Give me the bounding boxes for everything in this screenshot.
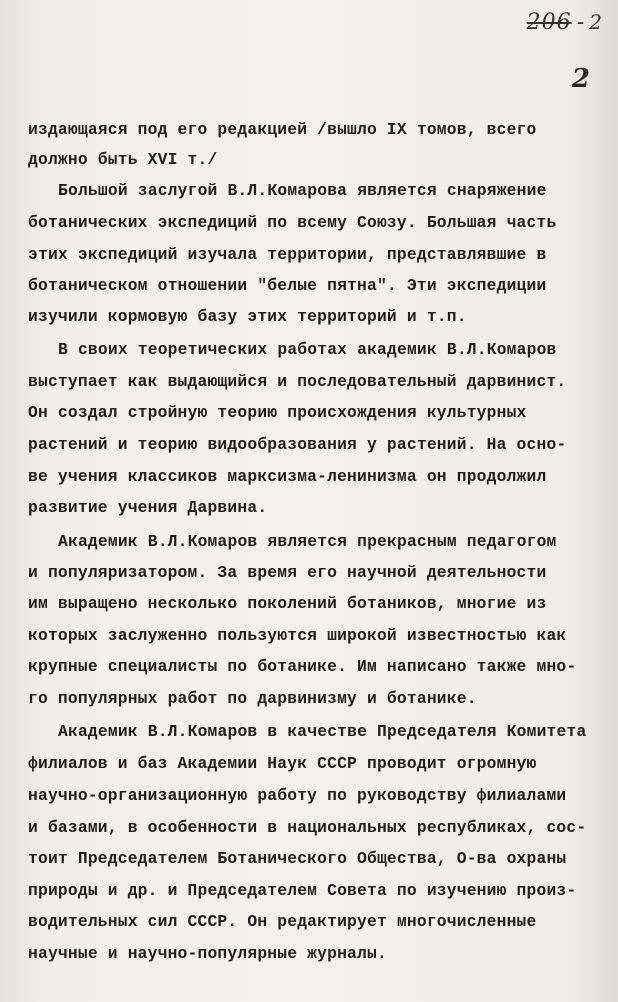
page-number: 2	[571, 64, 590, 94]
text-line: водительных сил СССР. Он редактирует многочисленные	[28, 912, 537, 931]
text-line: Он создал стройную теорию происхождения культурных	[28, 403, 527, 422]
archive-marks	[526, 10, 602, 94]
text-line: В своих теоретических работах академик В.Л.Комаров	[58, 340, 557, 359]
text-line: им выращено несколько поколений ботаников, многие из	[28, 594, 547, 613]
text-line: Академик В.Л.Комаров в качестве Председателя Комитета	[58, 722, 587, 741]
text-line: растений и теорию видообразования у растений. На осно-	[28, 435, 567, 454]
text-line: и популяризатором. За время его научной деятельности	[28, 563, 547, 582]
text-line: ве учения классиков марксизма-ленинизма он продолжил	[28, 467, 547, 486]
text-line: тоит Председателем Ботанического Общества, О-ва охраны	[28, 849, 567, 868]
text-line: научные и научно-популярные журналы.	[28, 944, 387, 963]
text-line: и базами, в особенности в национальных республиках, сос-	[28, 818, 587, 837]
text-line: крупные специалисты по ботанике. Им написано также мно-	[28, 657, 577, 676]
text-line: должно быть XVI т./	[28, 150, 218, 169]
text-line: которых заслуженно пользуются широкой известностью как	[28, 626, 567, 645]
archive-dash: -	[576, 10, 585, 35]
text-line: природы и др. и Председателем Совета по изучению произ-	[28, 881, 577, 900]
text-line: изучили кормовую базу этих территорий и т.п.	[28, 307, 467, 326]
text-line: выступает как выдающийся и последовательный дарвинист.	[28, 372, 567, 391]
text-line: издающаяся под его редакцией /вышло IX томов, всего	[28, 120, 537, 139]
text-line: Академик В.Л.Комаров является прекрасным педагогом	[58, 532, 557, 551]
archive-number: 206	[526, 10, 572, 35]
text-line: научно-организационную работу по руководству филиалами	[28, 786, 567, 805]
text-line: ботанических экспедиций по всему Союзу. Большая часть	[28, 213, 557, 232]
text-line: развитие учения Дарвина.	[28, 498, 268, 517]
text-line: ботаническом отношении "белые пятна". Эти экспедиции	[28, 276, 547, 295]
text-line: этих экспедиций изучала территории, представлявшие в	[28, 245, 547, 264]
text-line: го популярных работ по дарвинизму и ботанике.	[28, 689, 477, 708]
archive-page-mark: 2	[589, 10, 602, 34]
text-line: Большой заслугой В.Л.Комарова является снаряжение	[58, 181, 547, 200]
text-line: филиалов и баз Академии Наук СССР проводит огромную	[28, 754, 537, 773]
